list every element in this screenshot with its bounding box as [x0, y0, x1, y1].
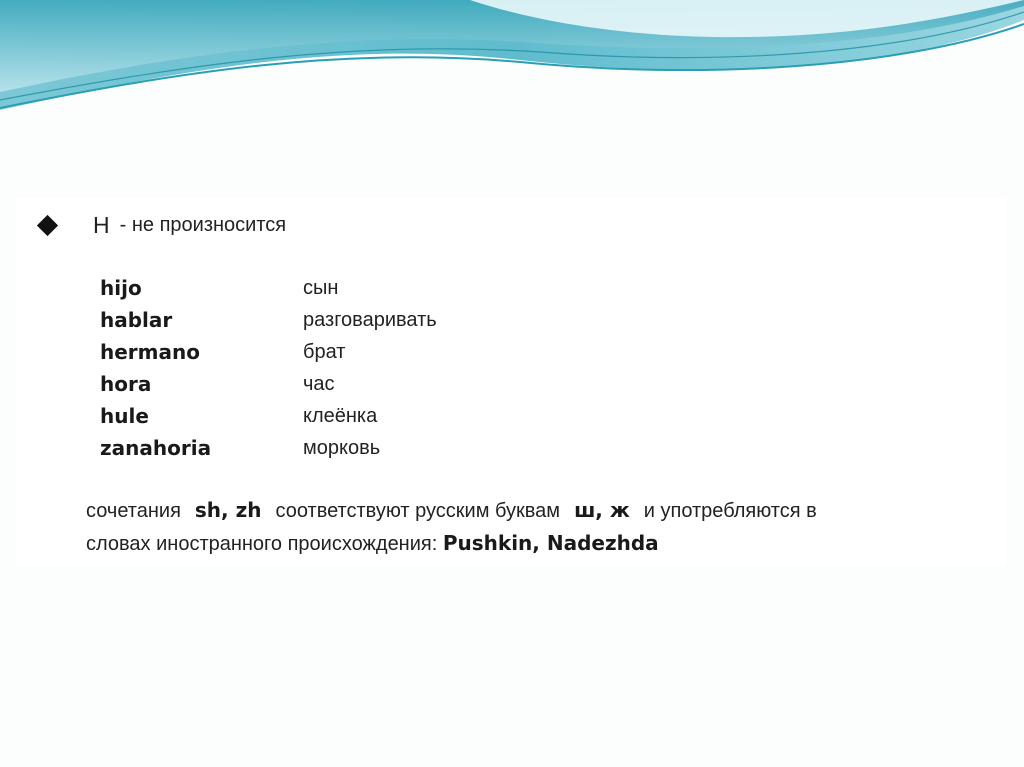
note-text-part3: и употребляются в — [643, 500, 817, 522]
note-text-part4: словах иностранного происхождения: — [86, 533, 438, 555]
russian-translation: клеёнка — [303, 404, 378, 427]
vocabulary-list — [100, 272, 520, 464]
spanish-word: hule — [100, 404, 149, 428]
note-russian-letters: ш, ж — [574, 498, 630, 522]
spanish-word: hablar — [100, 308, 173, 332]
russian-translation: сын — [303, 276, 339, 299]
russian-translation: час — [303, 372, 335, 395]
diamond-bullet-icon — [37, 214, 58, 235]
vocabulary-row — [100, 368, 520, 400]
spanish-word: zanahoria — [100, 436, 212, 460]
vocabulary-row — [100, 432, 520, 464]
spanish-word: hermano — [100, 340, 200, 364]
decorative-wave-header — [0, 0, 1024, 120]
russian-translation: брат — [303, 340, 346, 363]
scanned-text-block — [16, 198, 1006, 566]
vocabulary-row — [100, 336, 520, 368]
note-examples: Pushkin, Nadezhda — [442, 531, 659, 555]
heading-text: - не произносится — [119, 213, 287, 236]
heading-letter: H — [93, 211, 110, 238]
note-text-part2: соответствуют русским буквам — [275, 500, 561, 522]
spanish-word: hora — [100, 372, 152, 396]
heading-row — [38, 210, 286, 240]
note-combinations: sh, zh — [194, 498, 262, 522]
pronunciation-note — [86, 494, 986, 560]
vocabulary-row — [100, 304, 520, 336]
russian-translation: морковь — [303, 436, 381, 459]
note-text-part1: сочетания — [86, 500, 181, 522]
vocabulary-row — [100, 400, 520, 432]
russian-translation: разговаривать — [303, 308, 437, 331]
vocabulary-row — [100, 272, 520, 304]
spanish-word: hijo — [100, 276, 142, 300]
